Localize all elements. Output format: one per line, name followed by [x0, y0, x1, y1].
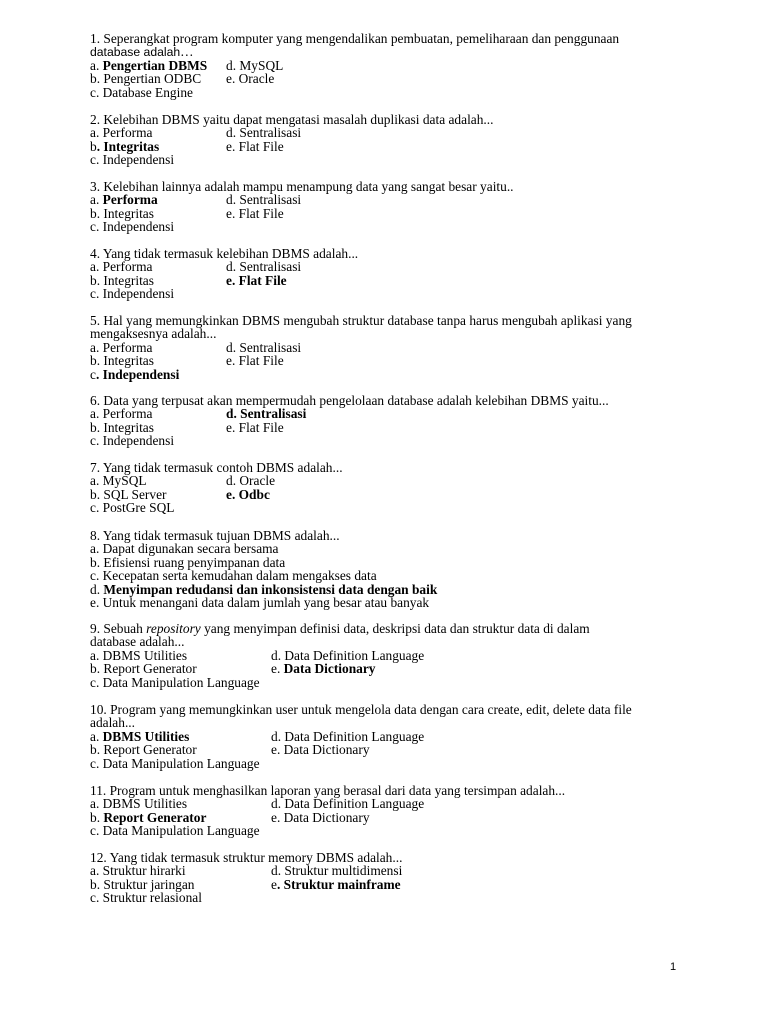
- question-9: [90, 622, 690, 689]
- option-row: [90, 368, 690, 381]
- option-c: c. Independensi: [90, 152, 175, 168]
- question-stem: 1. Seperangkat program komputer yang mengendalikan pembuatan, pemeliharaan dan penggunaan: [90, 31, 620, 46]
- option-a: a. Performa: [90, 259, 153, 275]
- correct-answer: . Struktur mainframe: [276, 876, 401, 892]
- question-stem: 12. Yang tidak termasuk struktur memory DBMS adalah...: [90, 850, 403, 865]
- option-b: b. Report Generator: [90, 809, 207, 825]
- option-d: [226, 407, 306, 420]
- correct-answer: Report Generator: [103, 809, 207, 825]
- option-row: [90, 260, 690, 273]
- option-a: a. DBMS Utilities: [90, 796, 188, 812]
- option-row: [90, 434, 690, 447]
- option-row: [90, 757, 690, 770]
- option-b: b. Integritas: [90, 272, 154, 288]
- option-c: c. Independensi: [90, 219, 175, 235]
- correct-answer: DBMS Utilities: [102, 728, 190, 744]
- option-row: [90, 649, 690, 662]
- question-6: [90, 394, 690, 448]
- question-stem: 9. Sebuah repository yang menyimpan definisi data, deskripsi data dan struktur data di dalam: [90, 621, 590, 636]
- option-c: c. Kecepatan serta kemudahan dalam mengakses data: [90, 568, 377, 584]
- option-c: c. Independensi: [90, 286, 175, 302]
- option-d: d. Oracle: [226, 473, 276, 489]
- option-a: a. Dapat digunakan secara bersama: [90, 541, 279, 557]
- option-e: e. Untuk menangani data dalam jumlah yang besar atau banyak: [90, 595, 430, 611]
- question-11: [90, 784, 690, 838]
- option-d: d. Struktur multidimensi: [271, 863, 403, 879]
- correct-answer: e. Flat File: [226, 272, 287, 288]
- option-row: [90, 676, 690, 689]
- option-row: [90, 797, 690, 810]
- option-b: b. Pengertian ODBC: [90, 71, 202, 87]
- option-row: [90, 153, 690, 166]
- option-c: c. Struktur relasional: [90, 890, 202, 906]
- option-a: a. Pengertian DBMS: [90, 57, 208, 73]
- question-stem: 2. Kelebihan DBMS yaitu dapat mengatasi masalah duplikasi data adalah...: [90, 112, 494, 127]
- option-row: [90, 193, 690, 206]
- option-a: a. Performa: [90, 406, 153, 422]
- question-1: [90, 32, 690, 99]
- question-7: [90, 461, 690, 515]
- option-row: [90, 274, 690, 287]
- question-3: [90, 180, 690, 234]
- question-stem: 5. Hal yang memungkinkan DBMS mengubah struktur database tanpa harus mengubah aplikasi yang: [90, 313, 632, 328]
- option-row: [90, 220, 690, 233]
- option-row: [90, 501, 690, 514]
- option-row: [90, 126, 690, 139]
- question-stem-continued: mengaksesnya adalah...: [90, 326, 217, 342]
- option-row: [90, 474, 690, 487]
- question-12: [90, 851, 690, 905]
- option-e: e. Flat File: [226, 419, 284, 435]
- correct-answer: d. Sentralisasi: [226, 406, 307, 422]
- option-a: a. Struktur hirarki: [90, 863, 186, 879]
- option-d: d. Sentralisasi: [226, 339, 302, 355]
- option-b: b. Integritas: [90, 419, 154, 435]
- option-row: [90, 662, 690, 675]
- option-row: [90, 72, 690, 85]
- correct-answer: . Integritas: [96, 138, 160, 154]
- question-8: [90, 529, 690, 610]
- option-b: b. Integritas: [90, 205, 154, 221]
- correct-answer: Pengertian DBMS: [102, 57, 208, 73]
- question-stem: 11. Program untuk menghasilkan laporan yang berasal dari data yang tersimpan adalah...: [90, 783, 566, 798]
- option-c: c. Independensi: [90, 433, 175, 449]
- option-a: a. Performa: [90, 339, 153, 355]
- correct-answer: Menyimpan redudansi dan inkonsistensi data dengan baik: [103, 581, 438, 597]
- option-e: e. Flat File: [226, 205, 284, 221]
- option-d: d. MySQL: [226, 57, 284, 73]
- option-d: d. Sentralisasi: [226, 259, 302, 275]
- option-d: d. Data Definition Language: [271, 647, 425, 663]
- option-row: [90, 59, 690, 72]
- option-row: [90, 864, 690, 877]
- option-b: b. Report Generator: [90, 742, 197, 758]
- option-d: d. Data Definition Language: [271, 728, 425, 744]
- option-c: c. Data Manipulation Language: [90, 823, 260, 839]
- option-d: d. Menyimpan redudansi dan inkonsistensi data dengan baik: [90, 581, 438, 597]
- option-e: [226, 274, 287, 287]
- option-b: b. Struktur jaringan: [90, 876, 195, 892]
- question-stem: 10. Program yang memungkinkan user untuk mengelola data dengan cara create, edit, delete data file: [90, 702, 632, 717]
- question-stem-continued: database adalah...: [90, 634, 185, 650]
- option-b: b. Efisiensi ruang penyimpanan data: [90, 554, 286, 570]
- option-row: [90, 488, 690, 501]
- question-stem-continued: database adalah…: [90, 44, 194, 60]
- option-a: a. Performa: [90, 192, 158, 208]
- correct-answer: Data Dictionary: [283, 661, 376, 677]
- question-5: [90, 314, 690, 381]
- option-c: c. PostGre SQL: [90, 500, 175, 516]
- option-b: b. Integritas: [90, 353, 154, 369]
- option-row: [90, 341, 690, 354]
- option-e: e. Flat File: [226, 353, 284, 369]
- option-b: b. SQL Server: [90, 486, 167, 502]
- option-c: c. Independensi: [90, 366, 180, 382]
- option-c: c. Data Manipulation Language: [90, 755, 260, 771]
- option-e: e. Flat File: [226, 138, 284, 154]
- option-e: e. Data Dictionary: [271, 809, 370, 825]
- option-a: a. MySQL: [90, 473, 147, 489]
- question-2: [90, 113, 690, 167]
- option-row: [90, 354, 690, 367]
- question-stem: 4. Yang tidak termasuk kelebihan DBMS adalah...: [90, 246, 359, 261]
- option-row: [90, 207, 690, 220]
- option-row: [90, 878, 690, 891]
- option-row: [90, 421, 690, 434]
- option-row: [90, 891, 690, 904]
- question-stem: 6. Data yang terpusat akan mempermudah pengelolaan database adalah kelebihan DBMS yaitu...: [90, 393, 609, 408]
- option-b: b. Report Generator: [90, 661, 197, 677]
- option-d: d. Sentralisasi: [226, 192, 302, 208]
- option-row: [90, 811, 690, 824]
- option-e: e. Struktur mainframe: [271, 876, 401, 892]
- option-e: [226, 488, 270, 501]
- correct-answer: . Independensi: [95, 366, 180, 382]
- option-row: [90, 287, 690, 300]
- option-c: c. Data Manipulation Language: [90, 674, 260, 690]
- page-number: 1: [670, 961, 677, 973]
- option-row: [90, 730, 690, 743]
- question-stem: 7. Yang tidak termasuk contoh DBMS adalah...: [90, 460, 343, 475]
- option-d: d. Sentralisasi: [226, 125, 302, 141]
- question-stem: 3. Kelebihan lainnya adalah mampu menampung data yang sangat besar yaitu..: [90, 179, 514, 194]
- question-stem-continued: adalah...: [90, 715, 135, 731]
- option-a: a. DBMS Utilities: [90, 728, 190, 744]
- option-a: a. Performa: [90, 125, 153, 141]
- correct-answer: e. Odbc: [226, 486, 270, 502]
- option-b: b. Integritas: [90, 138, 160, 154]
- option-a: a. DBMS Utilities: [90, 647, 188, 663]
- question-10: [90, 703, 690, 770]
- option-row: [90, 140, 690, 153]
- option-c: c. Database Engine: [90, 84, 193, 100]
- question-4: [90, 247, 690, 301]
- option-e: e. Oracle: [226, 71, 275, 87]
- option-row: [90, 824, 690, 837]
- option-e: e. Data Dictionary: [271, 742, 370, 758]
- option-e: e. Data Dictionary: [271, 661, 376, 677]
- option-row: [90, 743, 690, 756]
- option-d: d. Data Definition Language: [271, 796, 425, 812]
- option-row: [90, 86, 690, 99]
- question-stem: 8. Yang tidak termasuk tujuan DBMS adalah...: [90, 528, 340, 543]
- option-row: [90, 407, 690, 420]
- correct-answer: Performa: [102, 192, 158, 208]
